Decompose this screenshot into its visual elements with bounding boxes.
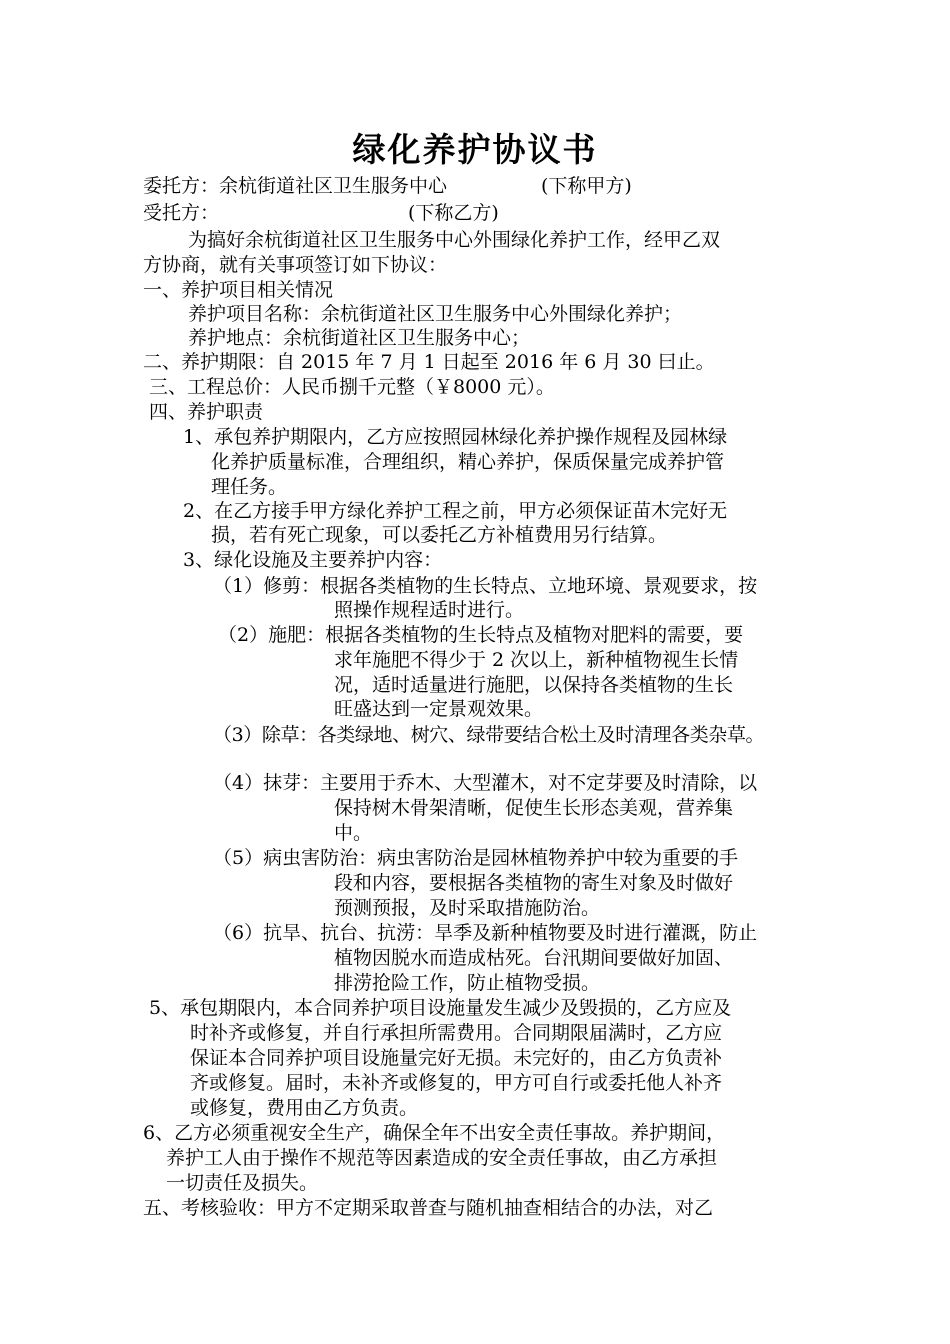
section-heading: 四、养护职责 — [149, 401, 264, 423]
list-item-line: 5、承包期限内，本合同养护项目设施量发生减少及毁损的，乙方应及 — [149, 997, 732, 1019]
section-heading: 二、养护期限：自 2015 年 7 月 1 日起至 2016 年 6 月 30 曰止。 — [143, 351, 715, 373]
sub-item-line: 况，适时适量进行施肥，以保持各类植物的生长 — [334, 674, 734, 696]
sub-item-line: 照操作规程适时进行。 — [334, 599, 525, 621]
sub-item-line: （6）抗旱、抗台、抗涝：旱季及新种植物要及时进行灌溉，防止 — [213, 922, 758, 944]
sub-item-line: （3）除草：各类绿地、树穴、绿带要结合松土及时清理各类杂草。 — [213, 724, 765, 746]
client-alias: (下称甲方) — [541, 175, 632, 197]
sub-item-line: 段和内容，要根据各类植物的寄生对象及时做好 — [334, 872, 734, 894]
contractor-alias: (下称乙方) — [408, 202, 499, 224]
list-item-line: 3、绿化设施及主要养护内容： — [183, 549, 443, 571]
contractor-line: 受托方： — [143, 202, 220, 224]
list-item-line: 6、乙方必须重视安全生产，确保全年不出安全责任事故。养护期间， — [143, 1122, 726, 1144]
list-item-line: 齐或修复。届时，未补齐或修复的，甲方可自行或委托他人补齐 — [190, 1072, 723, 1094]
sub-item-line: 排涝抢险工作，防止植物受损。 — [334, 972, 601, 994]
sub-item-line: （5）病虫害防治：病虫害防治是园林植物养护中较为重要的手 — [213, 847, 739, 869]
list-item-line: 损，若有死亡现象，可以委托乙方补植费用另行结算。 — [211, 524, 668, 546]
sub-item-line: 旺盛达到一定景观效果。 — [334, 698, 544, 720]
sub-item-line: 求年施肥不得少于 2 次以上，新种植物视生长情 — [334, 649, 739, 671]
sub-item-line: （4）抹芽：主要用于乔木、大型灌木，对不定芽要及时清除，以 — [213, 772, 758, 794]
section-heading: 一、养护项目相关情况 — [143, 279, 334, 301]
paragraph-line: 养护地点：余杭街道社区卫生服务中心； — [188, 327, 531, 349]
sub-item-line: （1）修剪：根据各类植物的生长特点、立地环境、景观要求，按 — [213, 575, 758, 597]
sub-item-line: 预测预报，及时采取措施防治。 — [334, 897, 601, 919]
list-item-line: 一切责任及损失。 — [166, 1172, 319, 1194]
list-item-line: 2、在乙方接手甲方绿化养护工程之前，甲方必须保证苗木完好无 — [183, 500, 728, 522]
paragraph-line: 方协商，就有关事项签订如下协议： — [143, 254, 448, 276]
client-line: 委托方：余杭街道社区卫生服务中心 — [143, 175, 448, 197]
list-item-line: 保证本合同养护项目设施量完好无损。未完好的，由乙方负责补 — [190, 1047, 723, 1069]
list-item-line: 或修复，费用由乙方负责。 — [190, 1097, 419, 1119]
list-item-line: 1、承包养护期限内，乙方应按照园林绿化养护操作规程及园林绿 — [183, 426, 728, 448]
paragraph-line: 养护项目名称：余杭街道社区卫生服务中心外围绿化养护； — [188, 303, 683, 325]
list-item-line: 时补齐或修复，并自行承担所需费用。合同期限届满时，乙方应 — [190, 1022, 723, 1044]
document-title: 绿化养护协议书 — [352, 130, 598, 169]
list-item-line: 化养护质量标准，合理组织，精心养护，保质保量完成养护管 — [211, 451, 725, 473]
section-heading: 五、考核验收：甲方不定期采取普查与随机抽查相结合的办法，对乙 — [143, 1197, 714, 1219]
sub-item-line: 植物因脱水而造成枯死。台汛期间要做好加固、 — [334, 947, 734, 969]
list-item-line: 理任务。 — [211, 476, 288, 498]
sub-item-line: 保持树木骨架清晰，促使生长形态美观，营养集 — [334, 797, 734, 819]
list-item-line: 养护工人由于操作不规范等因素造成的安全责任事故，由乙方承担 — [166, 1147, 718, 1169]
sub-item-line: 中。 — [334, 822, 373, 844]
paragraph-line: 为搞好余杭街道社区卫生服务中心外围绿化养护工作，经甲乙双 — [188, 229, 721, 251]
sub-item-line: （2）施肥：根据各类植物的生长特点及植物对肥料的需要，要 — [218, 624, 744, 646]
section-heading: 三、工程总价：人民币捌千元整（￥8000 元）。 — [149, 376, 555, 398]
